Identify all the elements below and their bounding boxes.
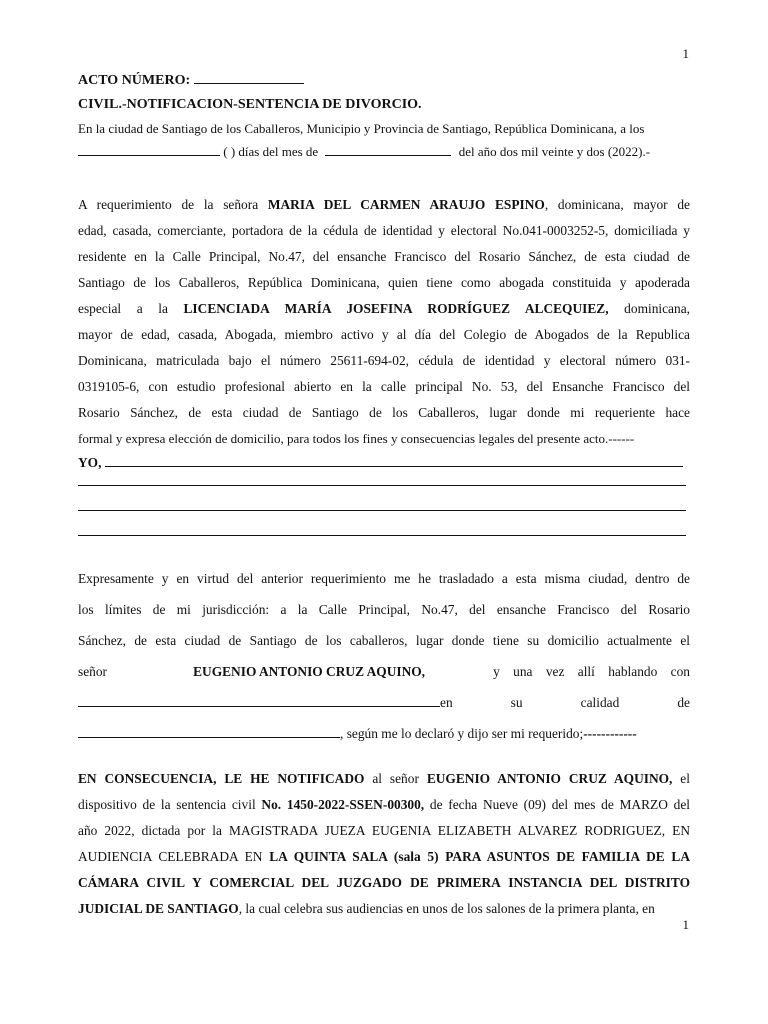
p2-line-4: señor EUGENIO ANTONIO CRUZ AQUINO, y una vez allí hablando con: [78, 659, 690, 690]
p1-line-4: Santiago de los Caballeros, República Dominicana, quien tiene como abogada constituida y apoderada: [78, 275, 690, 290]
p2-line-2: los límites de mi jurisdicción: a la Calle Principal, No.47, del ensanche Francisco del Rosario: [78, 602, 690, 617]
paragraph-requerimiento: [78, 192, 690, 536]
p3-line-1: EN CONSECUENCIA, LE HE NOTIFICADO al señor EUGENIO ANTONIO CRUZ AQUINO, el: [78, 771, 690, 786]
sentencia-number: No. 1450-2022-SSEN-00300,: [261, 797, 425, 812]
intro-line-1: En la ciudad de Santiago de los Caballeros, Municipio y Provincia de Santiago, República Dominicana, a los: [78, 121, 645, 136]
requeriente-name: MARIA DEL CARMEN ARAUJO ESPINO: [267, 197, 545, 212]
page-number-top: 1: [682, 46, 689, 61]
p1-line-10: formal y expresa elección de domicilio, para todos los fines y consecuencias legales del presente acto.------: [78, 431, 635, 446]
acto-numero-heading: [78, 70, 690, 92]
p3-line-4: AUDIENCIA CELEBRADA EN LA QUINTA SALA (sala 5) PARA ASUNTOS DE FAMILIA DE LA: [78, 849, 690, 864]
p1-line-3: residente en la Calle Principal, No.47, del ensanche Francisco del Rosario Sánchez, de esta ciudad de: [78, 249, 690, 264]
acto-numero-blank: [194, 71, 304, 84]
p2-line-6: , según me lo declaró y dijo ser mi requerido;------------: [78, 721, 690, 752]
p2-line-3: Sánchez, de esta ciudad de Santiago de los caballeros, lugar donde tiene su domicilio actualmente el: [78, 633, 690, 648]
document-body: [78, 70, 690, 922]
p1-line-8: 0319105-6, con estudio profesional abierto en la calle principal No. 53, del Ensanche Francisco del: [78, 379, 690, 394]
p3-line-5: CÁMARA CIVIL Y COMERCIAL DEL JUZGADO DE PRIMERA INSTANCIA DEL DISTRITO: [78, 875, 690, 890]
paragraph-notificacion: [78, 766, 690, 922]
hablando-con-blank: [78, 694, 440, 707]
document-subtitle: CIVIL.-NOTIFICACION-SENTENCIA DE DIVORCIO.: [78, 97, 422, 112]
acto-numero-label: ACTO NÚMERO:: [78, 73, 191, 88]
day-paren: ( ) días del mes de: [223, 144, 319, 159]
month-blank: [325, 143, 451, 156]
page-number-bottom: 1: [682, 917, 689, 932]
blank-rule-2: [78, 509, 686, 511]
p3-line-3: año 2022, dictada por la MAGISTRADA JUEZA EUGENIA ELIZABETH ALVAREZ RODRIGUEZ, EN: [78, 823, 690, 838]
calidad-blank: [78, 725, 340, 738]
p2-line-5: en su calidad de: [78, 690, 690, 721]
paragraph-traslado: [78, 566, 690, 752]
p3-line-6: JUDICIAL DE SANTIAGO, la cual celebra sus audiencias en unos de los salones de la primera planta, en: [78, 901, 655, 916]
p1-line-2: edad, casada, comerciante, portadora de la cédula de identidad y electoral No.041-0003252-5, domiciliada y: [78, 223, 690, 238]
p1-line-5: especial a la LICENCIADA MARÍA JOSEFINA RODRÍGUEZ ALCEQUIEZ, dominicana,: [78, 301, 690, 316]
p1-line-6: mayor de edad, casada, Abogada, miembro activo y al día del Colegio de Abogados de la Republica: [78, 327, 690, 342]
intro-line-2: [78, 140, 690, 164]
p1-line-9: Rosario Sánchez, de esta ciudad de Santiago de los Caballeros, lugar donde mi requeriente hace: [78, 405, 690, 420]
p1-line-7: Dominicana, matriculada bajo el número 25611-694-02, cédula de identidad y electoral número 031-: [78, 353, 690, 368]
requerido-name: EUGENIO ANTONIO CRUZ AQUINO,: [193, 664, 426, 679]
yo-line: [78, 452, 690, 474]
year-text: del año dos mil veinte y dos (2022).-: [458, 144, 651, 159]
p3-line-2: dispositivo de la sentencia civil No. 1450-2022-SSEN-00300, de fecha Nueve (09) del mes de MARZO del: [78, 797, 690, 812]
abogada-name: LICENCIADA MARÍA JOSEFINA RODRÍGUEZ ALCEQUIEZ,: [183, 301, 609, 316]
day-blank: [78, 143, 220, 156]
p1-line-1: A requerimiento de la señora MARIA DEL CARMEN ARAUJO ESPINO, dominicana, mayor de: [78, 197, 690, 212]
yo-label: YO,: [78, 455, 102, 470]
blank-rule-1: [78, 484, 686, 486]
yo-blank: [105, 454, 683, 467]
p2-line-1: Expresamente y en virtud del anterior requerimiento me he trasladado a esta misma ciudad, dentro de: [78, 571, 690, 586]
